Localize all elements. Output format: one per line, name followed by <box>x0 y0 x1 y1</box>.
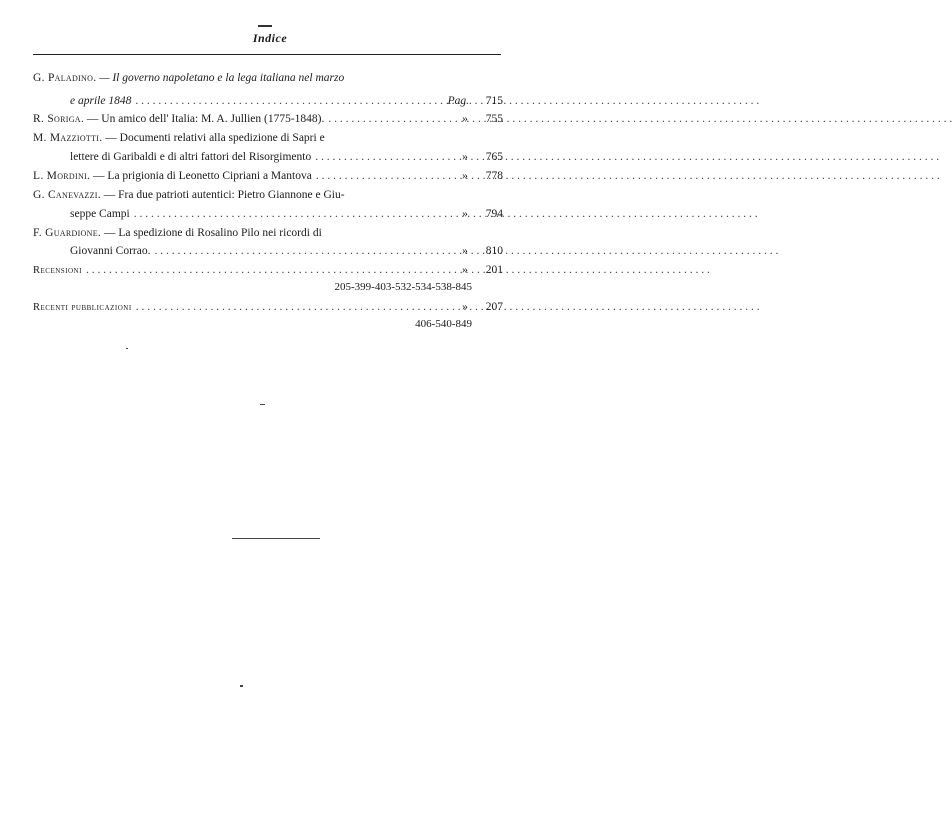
toc-entry-recensioni[interactable] <box>33 262 503 278</box>
ditto-mark: » <box>462 264 468 276</box>
entry-title: — Fra due patrioti autentici: Pietro Giannone e Giu- <box>103 189 345 201</box>
entry-title: — Il governo napoletano e la lega italiana nel marzo <box>99 72 345 84</box>
section-label: Recenti pubblicazioni <box>33 302 132 313</box>
recensioni-subpages: 205-399-403-532-534-538-845 <box>334 281 472 293</box>
leader-dots <box>324 111 455 127</box>
leader-dots <box>131 93 447 109</box>
entry-author: G. Canevazzi. <box>33 189 101 201</box>
entry-title-cont: lettere di Garibaldi e di altri fattori del Risorgimento <box>70 151 312 163</box>
section-label: Recensioni <box>33 265 82 276</box>
ditto-mark: » <box>462 245 468 257</box>
entry-title-cont: Giovanni Corrao. <box>70 245 151 257</box>
print-speck <box>240 685 243 687</box>
toc-entry-guardione-line2[interactable] <box>70 243 503 259</box>
ditto-mark: » <box>462 301 468 313</box>
toc-entry-pubblicazioni[interactable] <box>33 299 503 315</box>
ditto-mark: » <box>462 170 468 182</box>
page-number: 794 <box>485 208 503 220</box>
entry-title-cont: seppe Campi <box>70 208 130 220</box>
toc-entry-mazziotti-line1 <box>33 130 503 146</box>
entry-title: — Un amico dell' Italia: M. A. Jullien (1775-1848). <box>86 113 325 125</box>
leader-dots <box>312 168 455 184</box>
toc-entry-canevazzi-line2[interactable] <box>70 206 503 222</box>
entry-title: — La prigionia di Leonetto Cipriani a Mantova <box>93 170 312 182</box>
entry-author: M. Mazziotti. <box>33 132 103 144</box>
ditto-mark: » <box>462 113 468 125</box>
print-speck <box>126 348 128 349</box>
page-number: 715 <box>485 95 503 107</box>
page-number: 778 <box>485 170 503 182</box>
entry-author: L. Mordini. <box>33 170 91 182</box>
leader-dots <box>150 243 455 259</box>
entry-author: G. Paladino. <box>33 72 97 84</box>
entry-author: F. Guardione. <box>33 227 102 239</box>
ditto-mark: » <box>462 208 468 220</box>
toc-entry-soriga[interactable] <box>33 111 503 127</box>
leader-dots <box>82 262 455 278</box>
page-number: 201 <box>485 264 503 276</box>
page-prefix: Pag. <box>447 95 469 107</box>
leader-dots <box>311 149 455 165</box>
print-speck <box>260 404 265 405</box>
entry-author: R. Soriga. <box>33 113 85 125</box>
leader-dots <box>130 206 455 222</box>
header-ornament <box>258 25 272 27</box>
page-title: Indice <box>252 31 288 45</box>
header-rule <box>33 54 501 55</box>
toc-entry-mordini[interactable] <box>33 168 503 184</box>
page-number: 765 <box>485 151 503 163</box>
pubblicazioni-subpages: 406-540-849 <box>415 318 472 330</box>
toc-entry-canevazzi-line1 <box>33 187 503 203</box>
entry-title-cont: e aprile 1848 <box>70 95 132 107</box>
page-number: 207 <box>485 301 503 313</box>
ditto-mark: » <box>462 151 468 163</box>
entry-title: — Documenti relativi alla spedizione di Sapri e <box>105 132 325 144</box>
toc-entry-guardione-line1 <box>33 225 503 241</box>
toc-entry-paladino-line2[interactable] <box>70 93 503 109</box>
entry-title: — La spedizione di Rosalino Pilo nei ricordi di <box>103 227 322 239</box>
closing-rule <box>232 538 320 539</box>
page-number: 755 <box>485 113 503 125</box>
toc-entry-mazziotti-line2[interactable] <box>70 149 503 165</box>
leader-dots <box>132 299 455 315</box>
toc-entry-paladino-line1 <box>33 70 503 86</box>
page-number: 810 <box>485 245 503 257</box>
